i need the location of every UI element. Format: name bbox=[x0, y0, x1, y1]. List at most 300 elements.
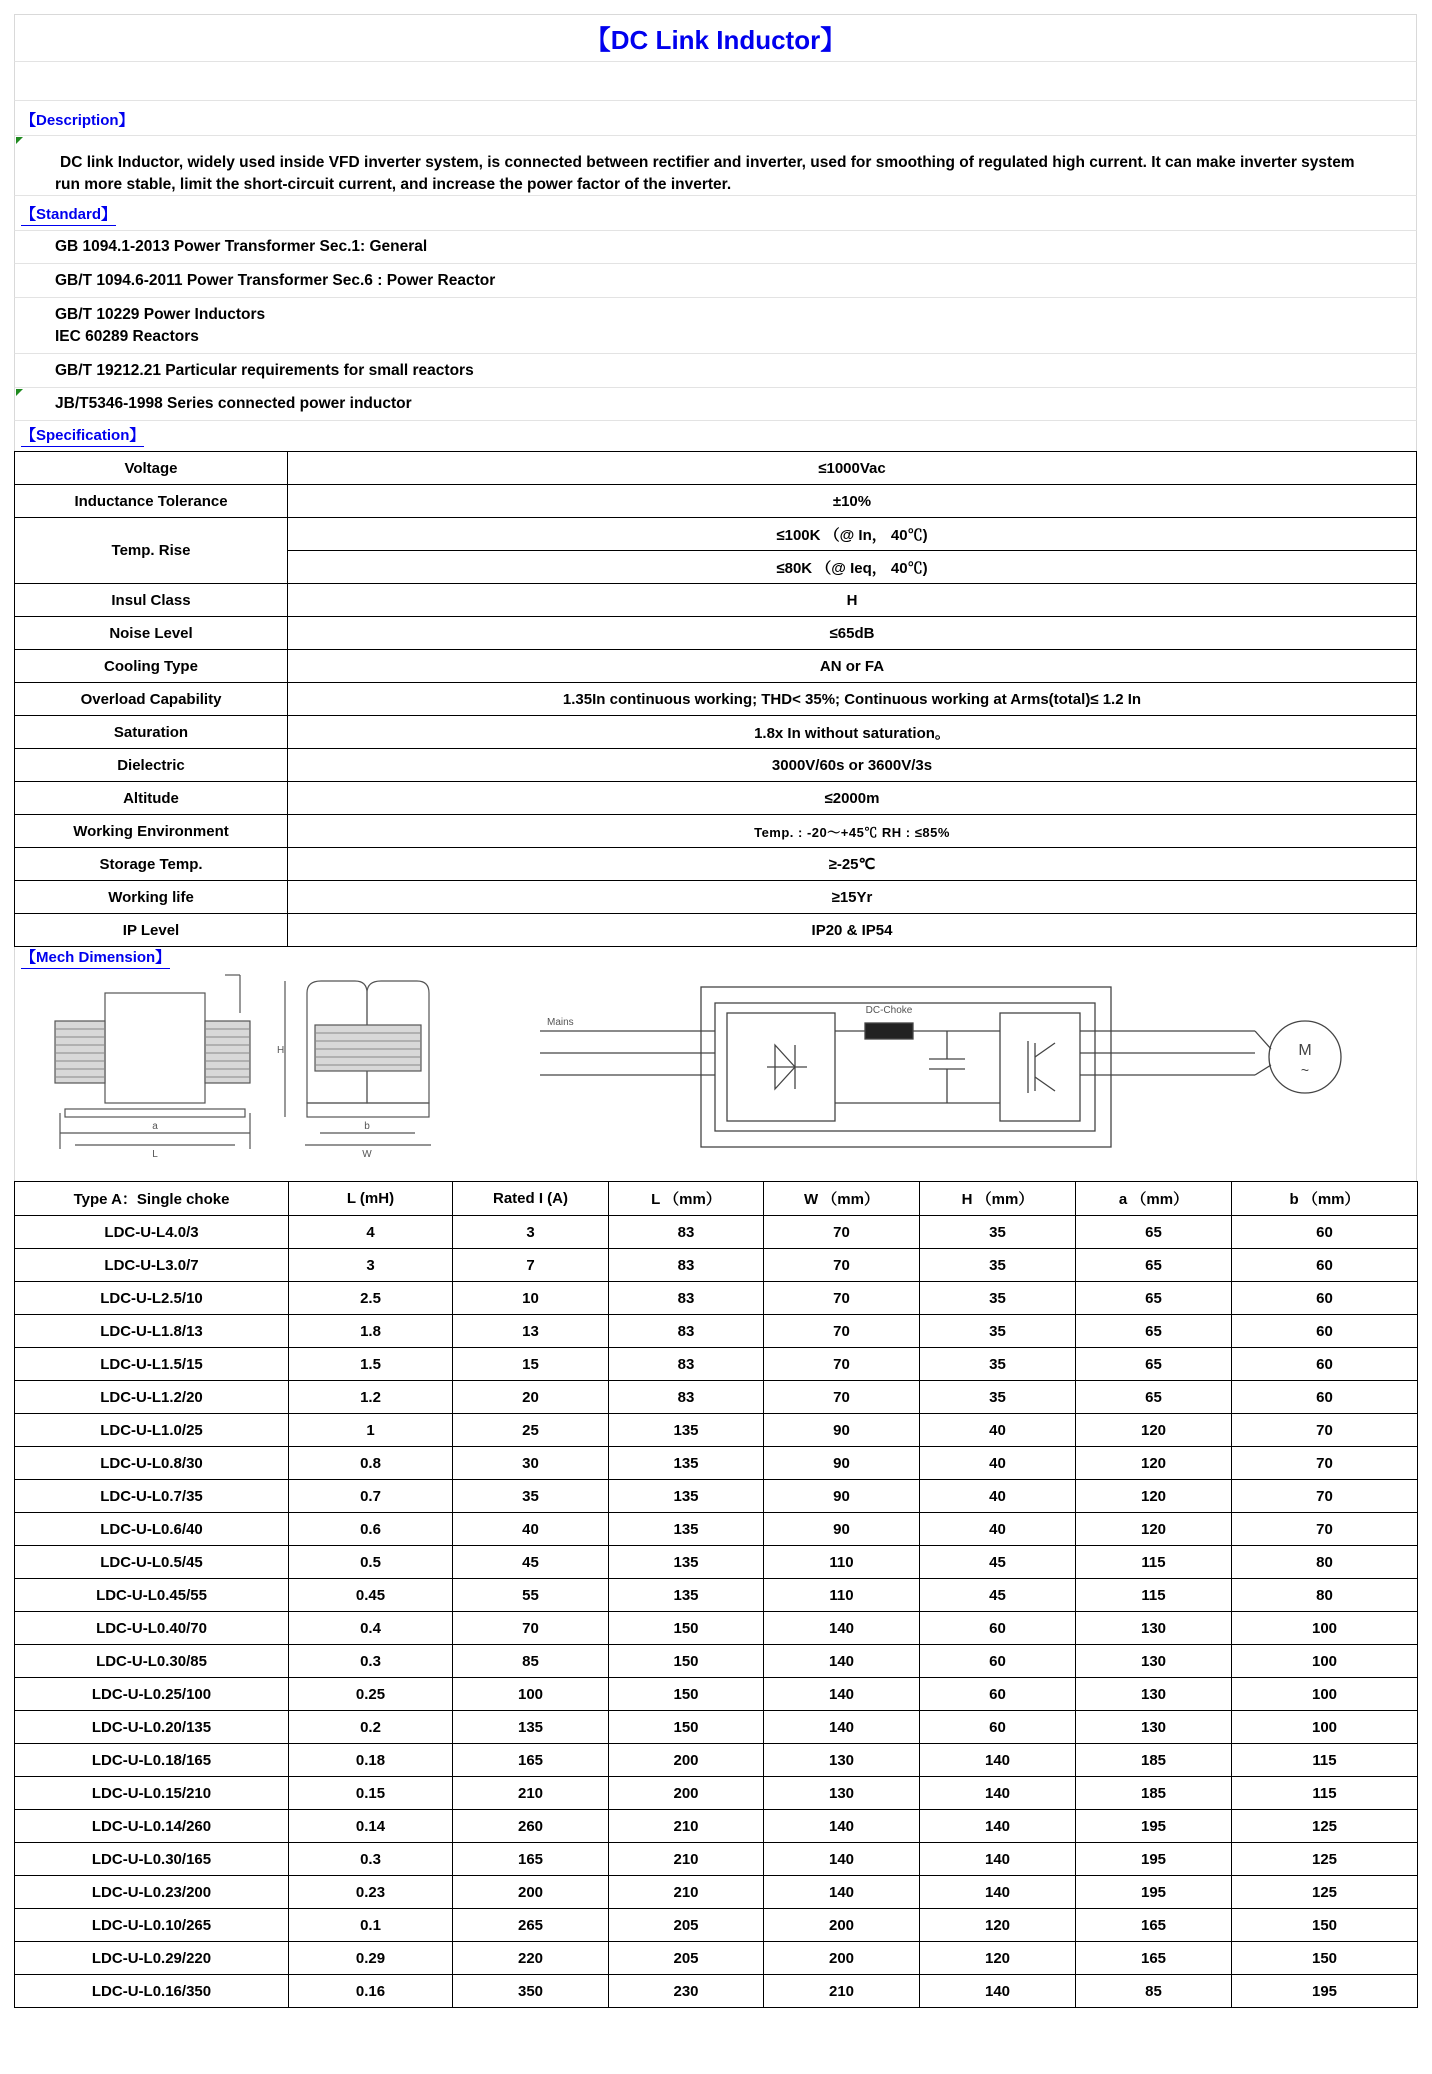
value-cell: 165 bbox=[1076, 1909, 1232, 1942]
value-cell: 120 bbox=[920, 1942, 1076, 1975]
value-cell: 0.25 bbox=[289, 1678, 453, 1711]
value-cell: 115 bbox=[1232, 1744, 1418, 1777]
value-cell: 70 bbox=[764, 1282, 920, 1315]
value-cell: 140 bbox=[920, 1975, 1076, 2008]
table-row bbox=[15, 1282, 1418, 1315]
spec-value: ≤100K （@ In， 40℃) bbox=[288, 518, 1417, 551]
value-cell: 35 bbox=[920, 1381, 1076, 1414]
value-cell: 10 bbox=[453, 1282, 609, 1315]
value-cell: 125 bbox=[1232, 1843, 1418, 1876]
datasheet bbox=[14, 14, 1417, 2008]
spec-value: 3000V/60s or 3600V/3s bbox=[288, 749, 1417, 782]
value-cell: 115 bbox=[1232, 1777, 1418, 1810]
spec-row-ip bbox=[15, 914, 1417, 947]
value-cell: 70 bbox=[764, 1315, 920, 1348]
value-cell: 35 bbox=[920, 1282, 1076, 1315]
value-cell: 115 bbox=[1076, 1546, 1232, 1579]
spec-value: ≥15Yr bbox=[288, 881, 1417, 914]
value-cell: 100 bbox=[1232, 1678, 1418, 1711]
table-row bbox=[15, 1480, 1418, 1513]
value-cell: 70 bbox=[764, 1216, 920, 1249]
value-cell: 40 bbox=[453, 1513, 609, 1546]
mech-heading: 【Mech Dimension】 bbox=[21, 946, 170, 969]
value-cell: 130 bbox=[764, 1777, 920, 1810]
dimensions-column-header: L (mH) bbox=[289, 1182, 453, 1216]
value-cell: 0.3 bbox=[289, 1843, 453, 1876]
value-cell: 205 bbox=[609, 1909, 764, 1942]
value-cell: 140 bbox=[920, 1777, 1076, 1810]
value-cell: 230 bbox=[609, 1975, 764, 2008]
value-cell: 80 bbox=[1232, 1546, 1418, 1579]
value-cell: 100 bbox=[453, 1678, 609, 1711]
model-cell: LDC-U-L0.30/85 bbox=[15, 1645, 289, 1678]
value-cell: 135 bbox=[609, 1447, 764, 1480]
value-cell: 85 bbox=[453, 1645, 609, 1678]
value-cell: 195 bbox=[1076, 1876, 1232, 1909]
model-cell: LDC-U-L1.2/20 bbox=[15, 1381, 289, 1414]
value-cell: 3 bbox=[453, 1216, 609, 1249]
comment-marker-icon bbox=[16, 389, 23, 396]
value-cell: 210 bbox=[453, 1777, 609, 1810]
value-cell: 135 bbox=[609, 1546, 764, 1579]
table-row bbox=[15, 1216, 1418, 1249]
title-row bbox=[14, 14, 1417, 61]
spec-row-cooling bbox=[15, 650, 1417, 683]
spec-label: Saturation bbox=[15, 716, 288, 749]
table-row bbox=[15, 1810, 1418, 1843]
value-cell: 200 bbox=[764, 1942, 920, 1975]
value-cell: 120 bbox=[1076, 1480, 1232, 1513]
value-cell: 130 bbox=[764, 1744, 920, 1777]
spec-row-insul bbox=[15, 584, 1417, 617]
table-row bbox=[15, 1777, 1418, 1810]
spec-label: Working life bbox=[15, 881, 288, 914]
table-row bbox=[15, 1942, 1418, 1975]
value-cell: 45 bbox=[920, 1546, 1076, 1579]
table-row bbox=[15, 1678, 1418, 1711]
spec-value: 1.8x In without saturation。 bbox=[288, 716, 1417, 749]
value-cell: 60 bbox=[1232, 1315, 1418, 1348]
value-cell: 140 bbox=[764, 1876, 920, 1909]
dim-a-label: a bbox=[152, 1121, 158, 1132]
specification-section-header bbox=[14, 420, 1417, 451]
table-row bbox=[15, 1579, 1418, 1612]
value-cell: 70 bbox=[1232, 1480, 1418, 1513]
value-cell: 70 bbox=[764, 1249, 920, 1282]
specification-table bbox=[14, 451, 1417, 947]
value-cell: 60 bbox=[920, 1711, 1076, 1744]
value-cell: 135 bbox=[609, 1579, 764, 1612]
inductor-side-view bbox=[285, 981, 431, 1145]
model-cell: LDC-U-L0.7/35 bbox=[15, 1480, 289, 1513]
spec-label: Storage Temp. bbox=[15, 848, 288, 881]
value-cell: 130 bbox=[1076, 1711, 1232, 1744]
value-cell: 110 bbox=[764, 1579, 920, 1612]
value-cell: 60 bbox=[1232, 1282, 1418, 1315]
spec-row-overload bbox=[15, 683, 1417, 716]
value-cell: 60 bbox=[1232, 1381, 1418, 1414]
value-cell: 200 bbox=[609, 1777, 764, 1810]
table-row bbox=[15, 1876, 1418, 1909]
value-cell: 1.5 bbox=[289, 1348, 453, 1381]
dimensions-body bbox=[15, 1216, 1418, 2008]
description-text: DC link Inductor, widely used inside VFD inverter system, is connected between rectifier and inverter, used for smoothing of regulated high current. It can make inverter system run more stable, limit the short-circuit current, and increase the power factor of the inverter. bbox=[55, 154, 1355, 193]
value-cell: 60 bbox=[1232, 1249, 1418, 1282]
value-cell: 135 bbox=[609, 1480, 764, 1513]
spec-row-environment bbox=[15, 815, 1417, 848]
value-cell: 80 bbox=[1232, 1579, 1418, 1612]
standard-line: GB/T 19212.21 Particular requirements for small reactors bbox=[55, 361, 474, 379]
value-cell: 140 bbox=[764, 1645, 920, 1678]
value-cell: 125 bbox=[1232, 1810, 1418, 1843]
spec-label: IP Level bbox=[15, 914, 288, 947]
spec-label: Temp. Rise bbox=[15, 518, 288, 584]
model-cell: LDC-U-L3.0/7 bbox=[15, 1249, 289, 1282]
page-title: 【DC Link Inductor】 bbox=[584, 24, 847, 55]
value-cell: 140 bbox=[920, 1843, 1076, 1876]
spec-row-storage bbox=[15, 848, 1417, 881]
value-cell: 60 bbox=[920, 1678, 1076, 1711]
value-cell: 0.45 bbox=[289, 1579, 453, 1612]
table-row bbox=[15, 1381, 1418, 1414]
model-cell: LDC-U-L4.0/3 bbox=[15, 1216, 289, 1249]
value-cell: 65 bbox=[1076, 1315, 1232, 1348]
value-cell: 40 bbox=[920, 1513, 1076, 1546]
motor-label: M bbox=[1298, 1042, 1312, 1059]
value-cell: 1.8 bbox=[289, 1315, 453, 1348]
value-cell: 350 bbox=[453, 1975, 609, 2008]
model-cell: LDC-U-L1.5/15 bbox=[15, 1348, 289, 1381]
value-cell: 55 bbox=[453, 1579, 609, 1612]
value-cell: 65 bbox=[1076, 1348, 1232, 1381]
spec-row-saturation bbox=[15, 716, 1417, 749]
table-row bbox=[15, 1447, 1418, 1480]
value-cell: 110 bbox=[764, 1546, 920, 1579]
value-cell: 70 bbox=[764, 1348, 920, 1381]
value-cell: 13 bbox=[453, 1315, 609, 1348]
model-cell: LDC-U-L0.40/70 bbox=[15, 1612, 289, 1645]
spec-value: Temp. : -20～+45℃ RH : ≤85% bbox=[288, 815, 1417, 848]
spec-value: IP20 & IP54 bbox=[288, 914, 1417, 947]
value-cell: 1 bbox=[289, 1414, 453, 1447]
value-cell: 0.14 bbox=[289, 1810, 453, 1843]
value-cell: 130 bbox=[1076, 1645, 1232, 1678]
value-cell: 195 bbox=[1076, 1843, 1232, 1876]
value-cell: 45 bbox=[920, 1579, 1076, 1612]
value-cell: 210 bbox=[609, 1843, 764, 1876]
model-cell: LDC-U-L1.0/25 bbox=[15, 1414, 289, 1447]
value-cell: 150 bbox=[1232, 1909, 1418, 1942]
standard-line: GB/T 10229 Power Inductors bbox=[55, 305, 266, 323]
value-cell: 120 bbox=[920, 1909, 1076, 1942]
model-cell: LDC-U-L0.16/350 bbox=[15, 1975, 289, 2008]
dc-choke-label: DC-Choke bbox=[865, 1005, 913, 1016]
value-cell: 140 bbox=[764, 1612, 920, 1645]
standard-row bbox=[14, 230, 1417, 263]
table-row bbox=[15, 1711, 1418, 1744]
value-cell: 135 bbox=[453, 1711, 609, 1744]
table-row bbox=[15, 1909, 1418, 1942]
model-cell: LDC-U-L0.14/260 bbox=[15, 1810, 289, 1843]
mech-drawings bbox=[15, 973, 1418, 1181]
table-row bbox=[15, 1315, 1418, 1348]
value-cell: 90 bbox=[764, 1414, 920, 1447]
standard-row bbox=[14, 263, 1417, 297]
model-cell: LDC-U-L0.20/135 bbox=[15, 1711, 289, 1744]
spec-value: ≤2000m bbox=[288, 782, 1417, 815]
value-cell: 205 bbox=[609, 1942, 764, 1975]
value-cell: 140 bbox=[920, 1810, 1076, 1843]
value-cell: 200 bbox=[609, 1744, 764, 1777]
standard-section-header bbox=[14, 195, 1417, 230]
spec-label: Altitude bbox=[15, 782, 288, 815]
value-cell: 0.1 bbox=[289, 1909, 453, 1942]
value-cell: 0.8 bbox=[289, 1447, 453, 1480]
value-cell: 185 bbox=[1076, 1777, 1232, 1810]
value-cell: 70 bbox=[1232, 1447, 1418, 1480]
value-cell: 85 bbox=[1076, 1975, 1232, 2008]
standard-line: JB/T5346-1998 Series connected power inductor bbox=[55, 395, 412, 412]
model-cell: LDC-U-L0.15/210 bbox=[15, 1777, 289, 1810]
dimensions-header-row bbox=[15, 1182, 1418, 1216]
value-cell: 0.5 bbox=[289, 1546, 453, 1579]
value-cell: 140 bbox=[764, 1678, 920, 1711]
value-cell: 0.16 bbox=[289, 1975, 453, 2008]
spec-label: Dielectric bbox=[15, 749, 288, 782]
spec-value: ±10% bbox=[288, 485, 1417, 518]
value-cell: 65 bbox=[1076, 1249, 1232, 1282]
value-cell: 140 bbox=[764, 1843, 920, 1876]
value-cell: 100 bbox=[1232, 1645, 1418, 1678]
value-cell: 35 bbox=[920, 1249, 1076, 1282]
model-cell: LDC-U-L1.8/13 bbox=[15, 1315, 289, 1348]
value-cell: 83 bbox=[609, 1348, 764, 1381]
value-cell: 65 bbox=[1076, 1216, 1232, 1249]
value-cell: 210 bbox=[609, 1876, 764, 1909]
model-cell: LDC-U-L0.25/100 bbox=[15, 1678, 289, 1711]
dimensions-table bbox=[14, 1181, 1418, 2008]
value-cell: 165 bbox=[1076, 1942, 1232, 1975]
value-cell: 150 bbox=[609, 1711, 764, 1744]
spec-row-voltage bbox=[15, 452, 1417, 485]
value-cell: 45 bbox=[453, 1546, 609, 1579]
dim-b-label: b bbox=[364, 1121, 370, 1132]
spec-label: Insul Class bbox=[15, 584, 288, 617]
value-cell: 125 bbox=[1232, 1876, 1418, 1909]
table-row bbox=[15, 1975, 1418, 2008]
value-cell: 70 bbox=[1232, 1513, 1418, 1546]
specification-heading: 【Specification】 bbox=[21, 424, 144, 447]
spec-label: Overload Capability bbox=[15, 683, 288, 716]
value-cell: 15 bbox=[453, 1348, 609, 1381]
spec-value: ≤1000Vac bbox=[288, 452, 1417, 485]
table-row bbox=[15, 1414, 1418, 1447]
spec-row-dielectric bbox=[15, 749, 1417, 782]
value-cell: 150 bbox=[609, 1678, 764, 1711]
model-cell: LDC-U-L0.6/40 bbox=[15, 1513, 289, 1546]
spec-label: Noise Level bbox=[15, 617, 288, 650]
value-cell: 35 bbox=[920, 1216, 1076, 1249]
value-cell: 100 bbox=[1232, 1612, 1418, 1645]
value-cell: 0.23 bbox=[289, 1876, 453, 1909]
value-cell: 200 bbox=[764, 1909, 920, 1942]
value-cell: 130 bbox=[1076, 1612, 1232, 1645]
circuit-diagram bbox=[540, 987, 1341, 1147]
value-cell: 70 bbox=[764, 1381, 920, 1414]
value-cell: 0.29 bbox=[289, 1942, 453, 1975]
value-cell: 35 bbox=[920, 1348, 1076, 1381]
value-cell: 40 bbox=[920, 1447, 1076, 1480]
value-cell: 1.2 bbox=[289, 1381, 453, 1414]
table-row bbox=[15, 1513, 1418, 1546]
model-cell: LDC-U-L2.5/10 bbox=[15, 1282, 289, 1315]
motor-symbol: ~ bbox=[1300, 1062, 1310, 1078]
standard-line: IEC 60289 Reactors bbox=[55, 327, 199, 345]
value-cell: 140 bbox=[920, 1744, 1076, 1777]
value-cell: 260 bbox=[453, 1810, 609, 1843]
mech-section-header bbox=[14, 947, 1417, 973]
spec-value: AN or FA bbox=[288, 650, 1417, 683]
value-cell: 120 bbox=[1076, 1513, 1232, 1546]
value-cell: 195 bbox=[1232, 1975, 1418, 2008]
value-cell: 210 bbox=[764, 1975, 920, 2008]
comment-marker-icon bbox=[16, 137, 23, 144]
value-cell: 265 bbox=[453, 1909, 609, 1942]
value-cell: 120 bbox=[1076, 1447, 1232, 1480]
spec-value: 1.35In continuous working; THD< 35%; Continuous working at Arms(total)≤ 1.2 In bbox=[288, 683, 1417, 716]
value-cell: 100 bbox=[1232, 1711, 1418, 1744]
description-heading: 【Description】 bbox=[21, 112, 134, 129]
model-cell: LDC-U-L0.29/220 bbox=[15, 1942, 289, 1975]
value-cell: 7 bbox=[453, 1249, 609, 1282]
value-cell: 165 bbox=[453, 1744, 609, 1777]
value-cell: 135 bbox=[609, 1513, 764, 1546]
value-cell: 60 bbox=[920, 1645, 1076, 1678]
value-cell: 150 bbox=[609, 1645, 764, 1678]
dimensions-column-header: Rated I (A) bbox=[453, 1182, 609, 1216]
blank-row bbox=[14, 61, 1417, 100]
spec-label: Cooling Type bbox=[15, 650, 288, 683]
value-cell: 83 bbox=[609, 1216, 764, 1249]
value-cell: 60 bbox=[1232, 1216, 1418, 1249]
dim-h-label: H bbox=[277, 1045, 285, 1056]
value-cell: 35 bbox=[920, 1315, 1076, 1348]
standard-line: GB/T 1094.6-2011 Power Transformer Sec.6 : Power Reactor bbox=[55, 271, 496, 289]
model-cell: LDC-U-L0.5/45 bbox=[15, 1546, 289, 1579]
value-cell: 65 bbox=[1076, 1381, 1232, 1414]
spec-value: H bbox=[288, 584, 1417, 617]
dimensions-column-header: Type A：Single choke bbox=[15, 1182, 289, 1216]
value-cell: 0.7 bbox=[289, 1480, 453, 1513]
model-cell: LDC-U-L0.23/200 bbox=[15, 1876, 289, 1909]
value-cell: 195 bbox=[1076, 1810, 1232, 1843]
table-row bbox=[15, 1843, 1418, 1876]
spec-row-noise bbox=[15, 617, 1417, 650]
value-cell: 150 bbox=[609, 1612, 764, 1645]
spec-value: ≥-25℃ bbox=[288, 848, 1417, 881]
dimensions-column-header: b （mm） bbox=[1232, 1182, 1418, 1216]
value-cell: 90 bbox=[764, 1513, 920, 1546]
value-cell: 150 bbox=[1232, 1942, 1418, 1975]
table-row bbox=[15, 1612, 1418, 1645]
model-cell: LDC-U-L0.10/265 bbox=[15, 1909, 289, 1942]
table-row bbox=[15, 1744, 1418, 1777]
value-cell: 70 bbox=[453, 1612, 609, 1645]
table-row bbox=[15, 1645, 1418, 1678]
mech-drawing-area bbox=[14, 973, 1417, 1181]
standard-heading: 【Standard】 bbox=[21, 203, 116, 226]
value-cell: 0.18 bbox=[289, 1744, 453, 1777]
standard-row bbox=[14, 387, 1417, 420]
value-cell: 0.3 bbox=[289, 1645, 453, 1678]
value-cell: 65 bbox=[1076, 1282, 1232, 1315]
dim-w-label: W bbox=[362, 1149, 372, 1160]
value-cell: 140 bbox=[764, 1810, 920, 1843]
dimensions-column-header: H （mm） bbox=[920, 1182, 1076, 1216]
table-row bbox=[15, 1249, 1418, 1282]
spec-row-tolerance bbox=[15, 485, 1417, 518]
value-cell: 220 bbox=[453, 1942, 609, 1975]
value-cell: 210 bbox=[609, 1810, 764, 1843]
mains-label: Mains bbox=[547, 1017, 574, 1028]
value-cell: 4 bbox=[289, 1216, 453, 1249]
value-cell: 200 bbox=[453, 1876, 609, 1909]
spec-value: ≤80K （@ Ieq， 40℃) bbox=[288, 551, 1417, 584]
value-cell: 2.5 bbox=[289, 1282, 453, 1315]
model-cell: LDC-U-L0.30/165 bbox=[15, 1843, 289, 1876]
table-row bbox=[15, 1546, 1418, 1579]
spec-row-altitude bbox=[15, 782, 1417, 815]
standard-row bbox=[14, 353, 1417, 387]
value-cell: 135 bbox=[609, 1414, 764, 1447]
value-cell: 140 bbox=[764, 1711, 920, 1744]
value-cell: 0.4 bbox=[289, 1612, 453, 1645]
value-cell: 83 bbox=[609, 1249, 764, 1282]
value-cell: 83 bbox=[609, 1381, 764, 1414]
value-cell: 185 bbox=[1076, 1744, 1232, 1777]
value-cell: 40 bbox=[920, 1414, 1076, 1447]
dimensions-column-header: a （mm） bbox=[1076, 1182, 1232, 1216]
spec-label: Working Environment bbox=[15, 815, 288, 848]
spec-value: ≤65dB bbox=[288, 617, 1417, 650]
value-cell: 83 bbox=[609, 1315, 764, 1348]
value-cell: 3 bbox=[289, 1249, 453, 1282]
spec-row-life bbox=[15, 881, 1417, 914]
dim-l-label: L bbox=[152, 1149, 158, 1160]
standard-line: GB 1094.1-2013 Power Transformer Sec.1: General bbox=[55, 238, 428, 255]
dimensions-column-header: W （mm） bbox=[764, 1182, 920, 1216]
value-cell: 0.2 bbox=[289, 1711, 453, 1744]
value-cell: 30 bbox=[453, 1447, 609, 1480]
value-cell: 120 bbox=[1076, 1414, 1232, 1447]
value-cell: 35 bbox=[453, 1480, 609, 1513]
value-cell: 25 bbox=[453, 1414, 609, 1447]
dimensions-column-header: L （mm） bbox=[609, 1182, 764, 1216]
model-cell: LDC-U-L0.18/165 bbox=[15, 1744, 289, 1777]
value-cell: 115 bbox=[1076, 1579, 1232, 1612]
model-cell: LDC-U-L0.8/30 bbox=[15, 1447, 289, 1480]
value-cell: 130 bbox=[1076, 1678, 1232, 1711]
description-block bbox=[14, 135, 1417, 196]
value-cell: 90 bbox=[764, 1447, 920, 1480]
value-cell: 20 bbox=[453, 1381, 609, 1414]
value-cell: 70 bbox=[1232, 1414, 1418, 1447]
value-cell: 0.15 bbox=[289, 1777, 453, 1810]
value-cell: 83 bbox=[609, 1282, 764, 1315]
spec-row-temp-rise bbox=[15, 518, 1417, 551]
standard-row bbox=[14, 297, 1417, 353]
value-cell: 60 bbox=[1232, 1348, 1418, 1381]
